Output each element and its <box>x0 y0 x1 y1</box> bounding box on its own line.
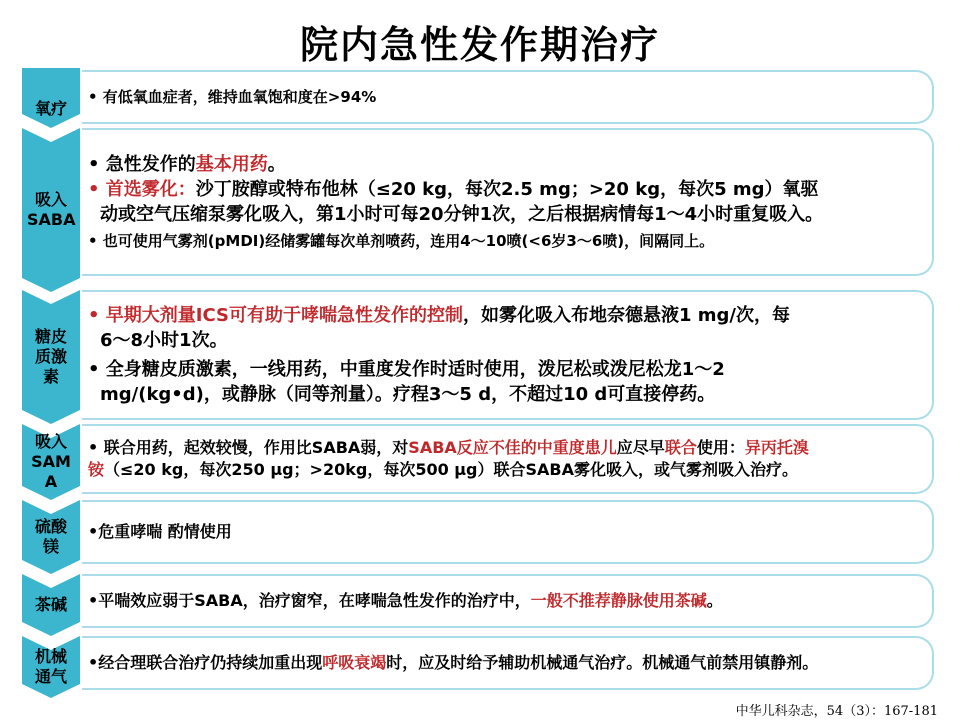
content-box: • 早期大剂量ICS可有助于哮喘急性发作的控制，如雾化吸入布地奈德悬液1 mg/次，每 6～8小时1次。 • 全身糖皮质激素，一线用药，中重度发作时适时使用，泼尼松或泼尼松龙1～2 mg/(kg•d)，或静脉（同等剂量）。疗程3～5 d，不超过10 d可直接停药。 <box>82 290 934 420</box>
citation: 中华儿科杂志，54（3）：167-181 <box>735 704 938 719</box>
category-label: 吸入 SABA <box>27 190 76 229</box>
category-label: 糖皮 质激 素 <box>34 327 67 386</box>
content-box: • 联合用药，起效较慢，作用比SABA弱，对SABA反应不佳的中重度患儿应尽早联合使用：异丙托溴 铵（≤20 kg，每次250 μg；>20kg，每次500 μg）联合SABA雾化吸入，或气雾剂吸入治疗。 <box>82 424 934 494</box>
category-label: 茶碱 <box>34 595 67 614</box>
category-label: 吸入 SAM A <box>31 432 71 491</box>
category-label: 机械 通气 <box>34 647 67 686</box>
category-label: 硫酸 镁 <box>34 517 67 556</box>
category-label: 氧疗 <box>34 99 67 118</box>
content-box: • 急性发作的基本用药。 • 首选雾化：沙丁胺醇或特布他林（≤20 kg，每次2.5 mg；>20 kg，每次5 mg）氧驱 动或空气压缩泵雾化吸入，第1小时可每20分钟1次，之后根据病情每1～4小时重复吸入。 • 也可使用气雾剂(pMDI)经储雾罐每次单剂喷药，连用4～10喷(<6岁3～6喷)，间隔同上。 <box>82 128 934 276</box>
content-box: • 有低氧血症者，维持血氧饱和度在>94% <box>82 70 934 124</box>
content-box: •危重哮喘 酌情使用 <box>82 500 934 564</box>
content-box: •平喘效应弱于SABA，治疗窗窄，在哮喘急性发作的治疗中，一般不推荐静脉使用茶碱。 <box>82 574 934 628</box>
page-title: 院内急性发作期治疗 <box>299 23 660 67</box>
content-box: •经合理联合治疗仍持续加重出现呼吸衰竭时，应及时给予辅助机械通气治疗。机械通气前禁用镇静剂。 <box>82 636 934 690</box>
